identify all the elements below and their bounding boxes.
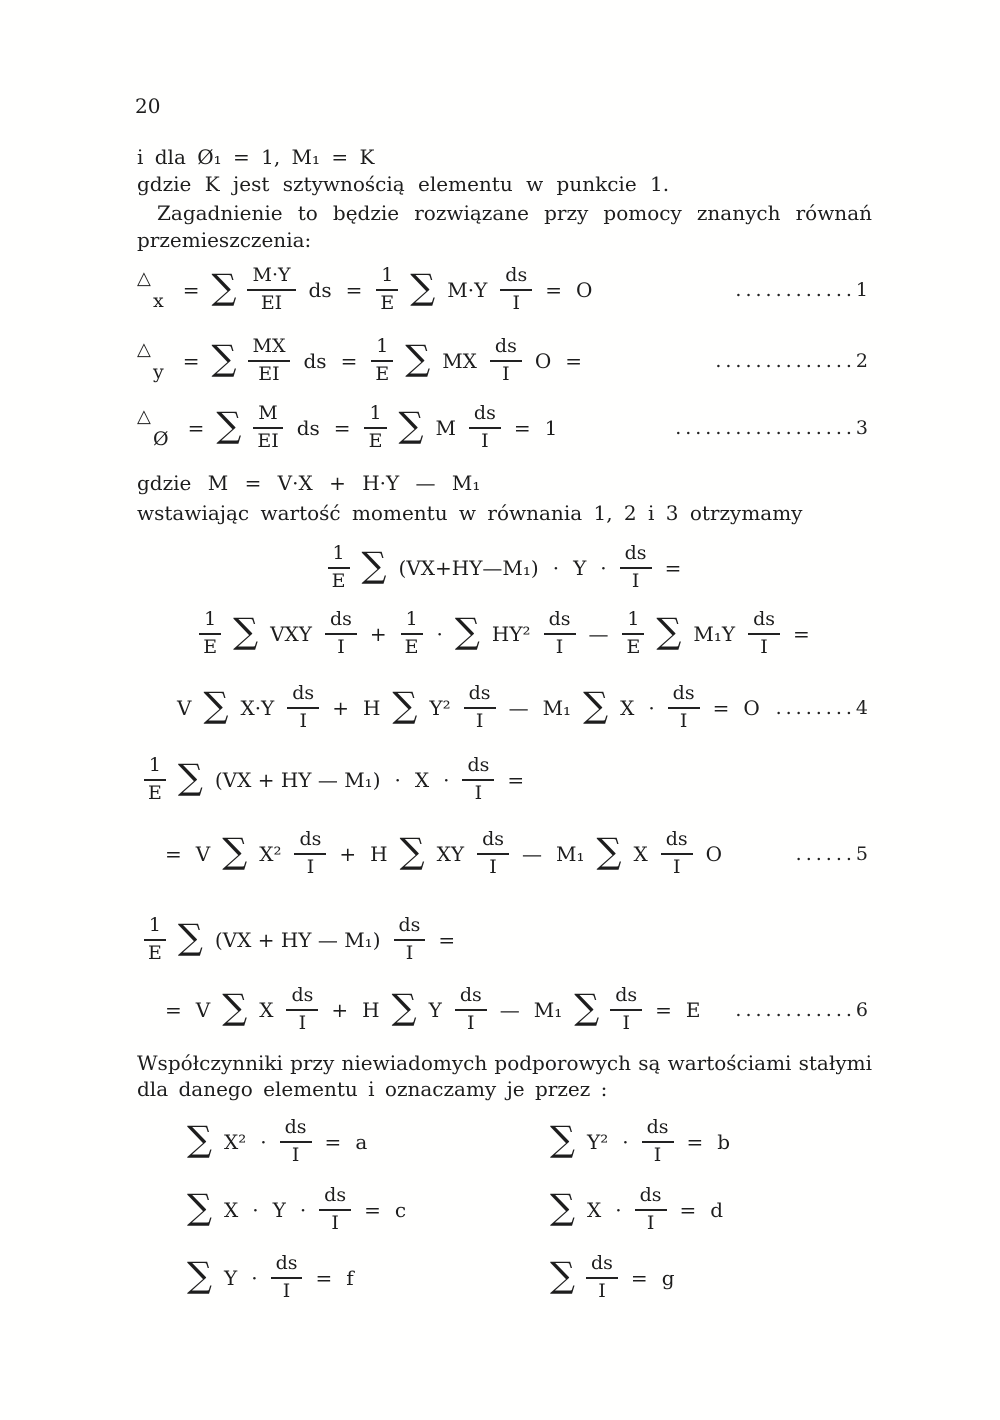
equation-4-body	[170, 682, 767, 734]
expansion-equation-3	[137, 751, 531, 809]
sum-icon: ∑	[216, 405, 242, 446]
math-token: (VX + HY — M₁)	[214, 928, 381, 952]
fraction	[286, 984, 318, 1036]
fraction-numerator: ds	[620, 542, 652, 569]
fraction	[462, 754, 494, 806]
opening-paragraph-line-1: Zagadnienie to będzie rozwiązane przy pomocy znanych równań	[157, 201, 872, 225]
fraction-numerator: ds	[464, 682, 496, 709]
page-number: 20	[135, 94, 161, 118]
math-token: =	[340, 349, 358, 373]
sum-icon: ∑	[222, 831, 248, 872]
fraction-denominator: I	[760, 636, 768, 658]
math-token: Y	[573, 556, 587, 580]
fraction-denominator: E	[148, 942, 162, 964]
fraction	[325, 608, 357, 660]
math-token: =	[679, 1198, 697, 1222]
fraction-numerator: ds	[319, 1184, 351, 1211]
sum-icon: ∑	[187, 1119, 212, 1160]
equation-1	[137, 261, 872, 319]
fraction-denominator: I	[631, 570, 640, 592]
fraction	[400, 608, 424, 660]
fraction-numerator: ds	[477, 828, 509, 855]
fraction	[544, 608, 576, 660]
equation-3-body	[137, 402, 564, 454]
math-token: Y	[224, 1266, 238, 1290]
math-token: =	[686, 1130, 704, 1154]
math-token: =	[315, 1266, 333, 1290]
fraction-denominator: I	[646, 1212, 655, 1234]
fraction-numerator: ds	[469, 402, 501, 429]
fraction	[500, 264, 532, 316]
math-token: H	[362, 696, 381, 720]
math-token: O	[705, 842, 723, 866]
math-token: =	[712, 696, 730, 720]
fraction	[248, 335, 291, 387]
fraction-denominator: I	[299, 710, 307, 732]
sum-icon: ∑	[399, 831, 425, 872]
math-token: —	[508, 696, 529, 720]
math-token: XY	[436, 842, 465, 866]
math-token: ds	[308, 278, 332, 302]
equation-2-body	[137, 335, 589, 387]
sum-icon: ∑	[583, 685, 609, 726]
math-token: =	[333, 416, 351, 440]
fraction	[143, 754, 167, 806]
math-token: Y	[272, 1198, 286, 1222]
math-token: O	[743, 696, 760, 720]
math-token: X	[414, 768, 430, 792]
intro-line-1: i dla Ø₁ = 1, M₁ = K	[137, 145, 375, 169]
equation-4-number: ........4	[775, 697, 872, 719]
fraction-denominator: I	[622, 1012, 630, 1034]
equation-3	[137, 399, 872, 457]
math-token: Y²	[429, 696, 451, 720]
fraction-numerator: 1	[376, 264, 398, 291]
fraction	[319, 1184, 351, 1236]
math-token: c	[394, 1198, 407, 1222]
math-token: =	[438, 928, 456, 952]
math-token: H	[370, 842, 388, 866]
fraction-denominator: I	[555, 636, 564, 658]
math-token: =	[655, 998, 672, 1022]
math-token: Y	[428, 998, 442, 1022]
sum-icon: ∑	[574, 987, 600, 1028]
math-token: ·	[443, 768, 450, 792]
fraction-denominator: I	[337, 636, 345, 658]
triangle-icon: △	[137, 267, 151, 289]
fraction-numerator: M·Y	[247, 264, 295, 291]
math-token: ·	[394, 768, 401, 792]
opening-paragraph-line-2: przemieszczenia:	[137, 228, 312, 252]
math-token: =	[630, 1266, 648, 1290]
fraction-numerator: 1	[144, 914, 166, 941]
fraction-denominator: I	[282, 1280, 291, 1302]
math-token: M₁	[533, 998, 563, 1022]
math-token: V	[195, 998, 211, 1022]
fraction	[622, 608, 646, 660]
fraction	[661, 828, 693, 880]
fraction	[287, 682, 319, 734]
math-token: ·	[600, 556, 607, 580]
fraction-numerator: ds	[490, 335, 522, 362]
fraction-denominator: E	[148, 782, 162, 804]
math-token: +	[369, 622, 387, 646]
fraction	[198, 608, 222, 660]
math-token: HY²	[491, 622, 531, 646]
fraction-denominator: E	[368, 430, 383, 452]
math-token: =	[364, 1198, 381, 1222]
expansion-equation-2	[137, 605, 872, 663]
math-token: E	[685, 998, 701, 1022]
math-token: =	[793, 622, 810, 646]
fraction-numerator: 1	[144, 754, 166, 781]
math-token: X·Y	[240, 696, 275, 720]
fraction-numerator: ds	[462, 754, 494, 781]
math-token: +	[339, 842, 357, 866]
fraction-numerator: MX	[248, 335, 291, 362]
fraction-numerator: ds	[668, 682, 700, 709]
math-token: d	[710, 1198, 724, 1222]
math-token: Y²	[587, 1130, 609, 1154]
fraction	[469, 402, 501, 454]
delta-subscript: y	[153, 360, 164, 383]
math-token: H	[362, 998, 380, 1022]
sum-icon: ∑	[550, 1187, 575, 1228]
fraction	[294, 828, 326, 880]
fraction	[464, 682, 496, 734]
expansion-equation-1-body	[321, 542, 689, 594]
math-token: X	[633, 842, 648, 866]
fraction-denominator: E	[375, 363, 390, 385]
fraction	[620, 542, 652, 594]
fraction-numerator: 1	[622, 608, 644, 635]
fraction-denominator: I	[474, 782, 483, 804]
expansion-equation-3-body	[137, 754, 531, 806]
sum-icon: ∑	[391, 987, 417, 1028]
fraction-numerator: ds	[586, 1252, 618, 1279]
math-token: =	[165, 842, 182, 866]
math-token: =	[565, 349, 583, 373]
equation-5-body	[158, 828, 729, 880]
fraction-numerator: ds	[455, 984, 487, 1011]
fraction-numerator: ds	[642, 1116, 674, 1143]
math-token: +	[332, 696, 349, 720]
triangle-icon: △	[137, 405, 151, 427]
fraction-denominator: E	[626, 636, 641, 658]
math-token: X	[224, 1198, 239, 1222]
sum-icon: ∑	[454, 611, 480, 652]
math-token: V	[195, 842, 211, 866]
definition-c	[182, 1181, 545, 1239]
fraction-denominator: I	[405, 942, 414, 964]
triangle-icon: △	[137, 338, 151, 360]
fraction	[394, 914, 426, 966]
math-token: X	[259, 998, 274, 1022]
math-token: MX	[442, 349, 477, 373]
sum-icon: ∑	[187, 1187, 212, 1228]
sum-icon: ∑	[398, 405, 424, 446]
math-token: (VX + HY — M₁)	[214, 768, 381, 792]
math-token: —	[588, 622, 609, 646]
fraction-denominator: I	[679, 710, 688, 732]
fraction-denominator: E	[404, 636, 419, 658]
math-token: (VX+HY—M₁)	[398, 556, 539, 580]
math-token: =	[182, 349, 200, 373]
sum-icon: ∑	[211, 338, 237, 379]
sum-icon: ∑	[222, 987, 248, 1028]
math-token: V	[177, 696, 192, 720]
delta-subscript: Ø	[153, 427, 169, 450]
math-token: ·	[615, 1198, 622, 1222]
math-token: ·	[252, 1198, 259, 1222]
fraction-numerator: ds	[748, 608, 780, 635]
math-token: M	[435, 416, 456, 440]
sum-icon: ∑	[211, 267, 237, 308]
fraction	[642, 1116, 674, 1168]
equation-4	[170, 679, 872, 737]
definition-f	[182, 1249, 545, 1307]
fraction-denominator: I	[653, 1144, 662, 1166]
math-token: X²	[224, 1130, 247, 1154]
fraction	[271, 1252, 303, 1304]
expansion-equation-2-body	[192, 608, 817, 660]
sum-icon: ∑	[596, 831, 622, 872]
fraction	[490, 335, 522, 387]
sum-icon: ∑	[177, 917, 203, 958]
sum-icon: ∑	[550, 1119, 575, 1160]
fraction	[668, 682, 700, 734]
fraction	[375, 264, 399, 316]
definition-a	[182, 1113, 545, 1171]
math-token: ds	[296, 416, 320, 440]
fraction-numerator: ds	[544, 608, 576, 635]
fraction	[252, 402, 283, 454]
math-token: =	[324, 1130, 342, 1154]
sum-icon: ∑	[187, 1255, 212, 1296]
fraction-numerator: ds	[280, 1116, 312, 1143]
sum-icon: ∑	[410, 267, 436, 308]
sum-icon: ∑	[405, 338, 431, 379]
math-token: O	[534, 349, 552, 373]
equation-1-number: ............1	[735, 279, 872, 301]
fraction-denominator: EI	[257, 430, 279, 452]
fraction-denominator: E	[203, 636, 218, 658]
fraction-numerator: ds	[294, 828, 326, 855]
fraction-denominator: I	[475, 710, 484, 732]
delta-symbol	[137, 405, 169, 450]
math-token: g	[661, 1266, 675, 1290]
math-token: VXY	[270, 622, 312, 646]
intro-line-2: gdzie K jest sztywnością elementu w punkcie 1.	[137, 172, 670, 196]
expansion-equation-4	[137, 911, 462, 969]
fraction-denominator: I	[481, 430, 489, 452]
moment-definition-line: gdzie M = V·X + H·Y — M₁	[137, 471, 481, 495]
fraction-denominator: EI	[258, 363, 280, 385]
math-token: +	[331, 998, 349, 1022]
math-token: =	[187, 416, 205, 440]
math-token: =	[182, 278, 200, 302]
math-token: b	[717, 1130, 731, 1154]
delta-subscript: x	[153, 289, 164, 312]
fraction-numerator: ds	[325, 608, 357, 635]
math-token: M₁Y	[693, 622, 736, 646]
fraction-numerator: ds	[286, 984, 318, 1011]
fraction	[143, 914, 167, 966]
sum-icon: ∑	[361, 545, 387, 586]
definition-g	[545, 1249, 822, 1307]
fraction-numerator: ds	[661, 828, 693, 855]
fraction-numerator: 1	[328, 542, 350, 569]
coefficient-definitions-grid	[182, 1113, 822, 1307]
delta-symbol	[137, 338, 164, 383]
fraction-numerator: 1	[371, 335, 393, 362]
math-token: ·	[251, 1266, 258, 1290]
fraction-numerator: M	[253, 402, 282, 429]
fraction-numerator: ds	[500, 264, 532, 291]
sum-icon: ∑	[550, 1255, 575, 1296]
fraction-numerator: 1	[401, 608, 423, 635]
equation-6	[158, 981, 872, 1039]
fraction-denominator: I	[306, 856, 315, 878]
math-token: =	[664, 556, 682, 580]
expansion-equation-1	[137, 539, 872, 597]
fraction-denominator: I	[298, 1012, 307, 1034]
equation-6-number: ............6	[735, 999, 872, 1021]
fraction-denominator: EI	[260, 292, 283, 314]
equation-6-body	[158, 984, 708, 1036]
math-token: ·	[648, 696, 655, 720]
math-token: ds	[303, 349, 327, 373]
fraction	[586, 1252, 618, 1304]
equation-5-number: ......5	[795, 843, 872, 865]
fraction-numerator: 1	[199, 608, 221, 635]
definition-b	[545, 1113, 822, 1171]
equation-2	[137, 332, 872, 390]
fraction	[748, 608, 780, 660]
equation-1-body	[137, 264, 599, 316]
sum-icon: ∑	[177, 757, 203, 798]
equation-2-number: ..............2	[715, 350, 872, 372]
fraction-denominator: E	[380, 292, 395, 314]
math-token: X	[620, 696, 635, 720]
math-token: =	[513, 416, 531, 440]
fraction-numerator: ds	[394, 914, 426, 941]
math-token: M₁	[556, 842, 585, 866]
fraction-numerator: 1	[364, 402, 386, 429]
fraction	[455, 984, 487, 1036]
sum-icon: ∑	[233, 611, 259, 652]
math-token: O	[575, 278, 593, 302]
math-token: =	[345, 278, 363, 302]
math-token: ·	[260, 1130, 267, 1154]
fraction	[477, 828, 509, 880]
fraction	[635, 1184, 667, 1236]
substitution-line: wstawiając wartość momentu w równania 1, 2 i 3 otrzymamy	[137, 501, 803, 525]
math-token: ·	[299, 1198, 307, 1222]
fraction	[247, 264, 295, 316]
math-token: —	[499, 998, 520, 1022]
fraction	[610, 984, 642, 1036]
math-token: a	[355, 1130, 368, 1154]
math-token: =	[545, 278, 562, 302]
fraction-numerator: ds	[287, 682, 319, 709]
fraction-numerator: ds	[635, 1184, 667, 1211]
sum-icon: ∑	[392, 685, 418, 726]
math-token: X	[587, 1198, 602, 1222]
delta-symbol	[137, 267, 164, 312]
math-token: X²	[259, 842, 282, 866]
expansion-equation-4-body	[137, 914, 462, 966]
sum-icon: ∑	[656, 611, 682, 652]
fraction-denominator: I	[672, 856, 681, 878]
fraction	[364, 402, 388, 454]
math-token: M₁	[542, 696, 572, 720]
fraction-denominator: E	[331, 570, 346, 592]
fraction-denominator: I	[331, 1212, 339, 1234]
fraction-denominator: I	[512, 292, 521, 314]
fraction	[370, 335, 394, 387]
closing-paragraph-line-2: dla danego elementu i oznaczamy je przez :	[137, 1077, 608, 1101]
fraction	[280, 1116, 312, 1168]
math-token: ·	[436, 622, 443, 646]
equation-3-number: ..................3	[675, 417, 872, 439]
math-token: =	[507, 768, 525, 792]
closing-paragraph-line-1: Współczynniki przy niewiadomych podporowych są wartościami stałymi	[137, 1051, 872, 1075]
math-token: —	[522, 842, 542, 866]
math-token: 1	[544, 416, 558, 440]
fraction-numerator: ds	[610, 984, 642, 1011]
fraction-denominator: I	[489, 856, 497, 878]
fraction-denominator: I	[502, 363, 510, 385]
fraction	[327, 542, 351, 594]
equation-5	[158, 825, 872, 883]
math-token: M·Y	[447, 278, 488, 302]
fraction-denominator: I	[467, 1012, 475, 1034]
math-token: f	[346, 1266, 354, 1290]
math-token: ·	[552, 556, 560, 580]
math-token: ·	[622, 1130, 629, 1154]
fraction-denominator: I	[598, 1280, 606, 1302]
fraction-numerator: ds	[271, 1252, 303, 1279]
sum-icon: ∑	[203, 685, 229, 726]
fraction-denominator: I	[291, 1144, 300, 1166]
math-token: =	[165, 998, 182, 1022]
definition-d	[545, 1181, 822, 1239]
